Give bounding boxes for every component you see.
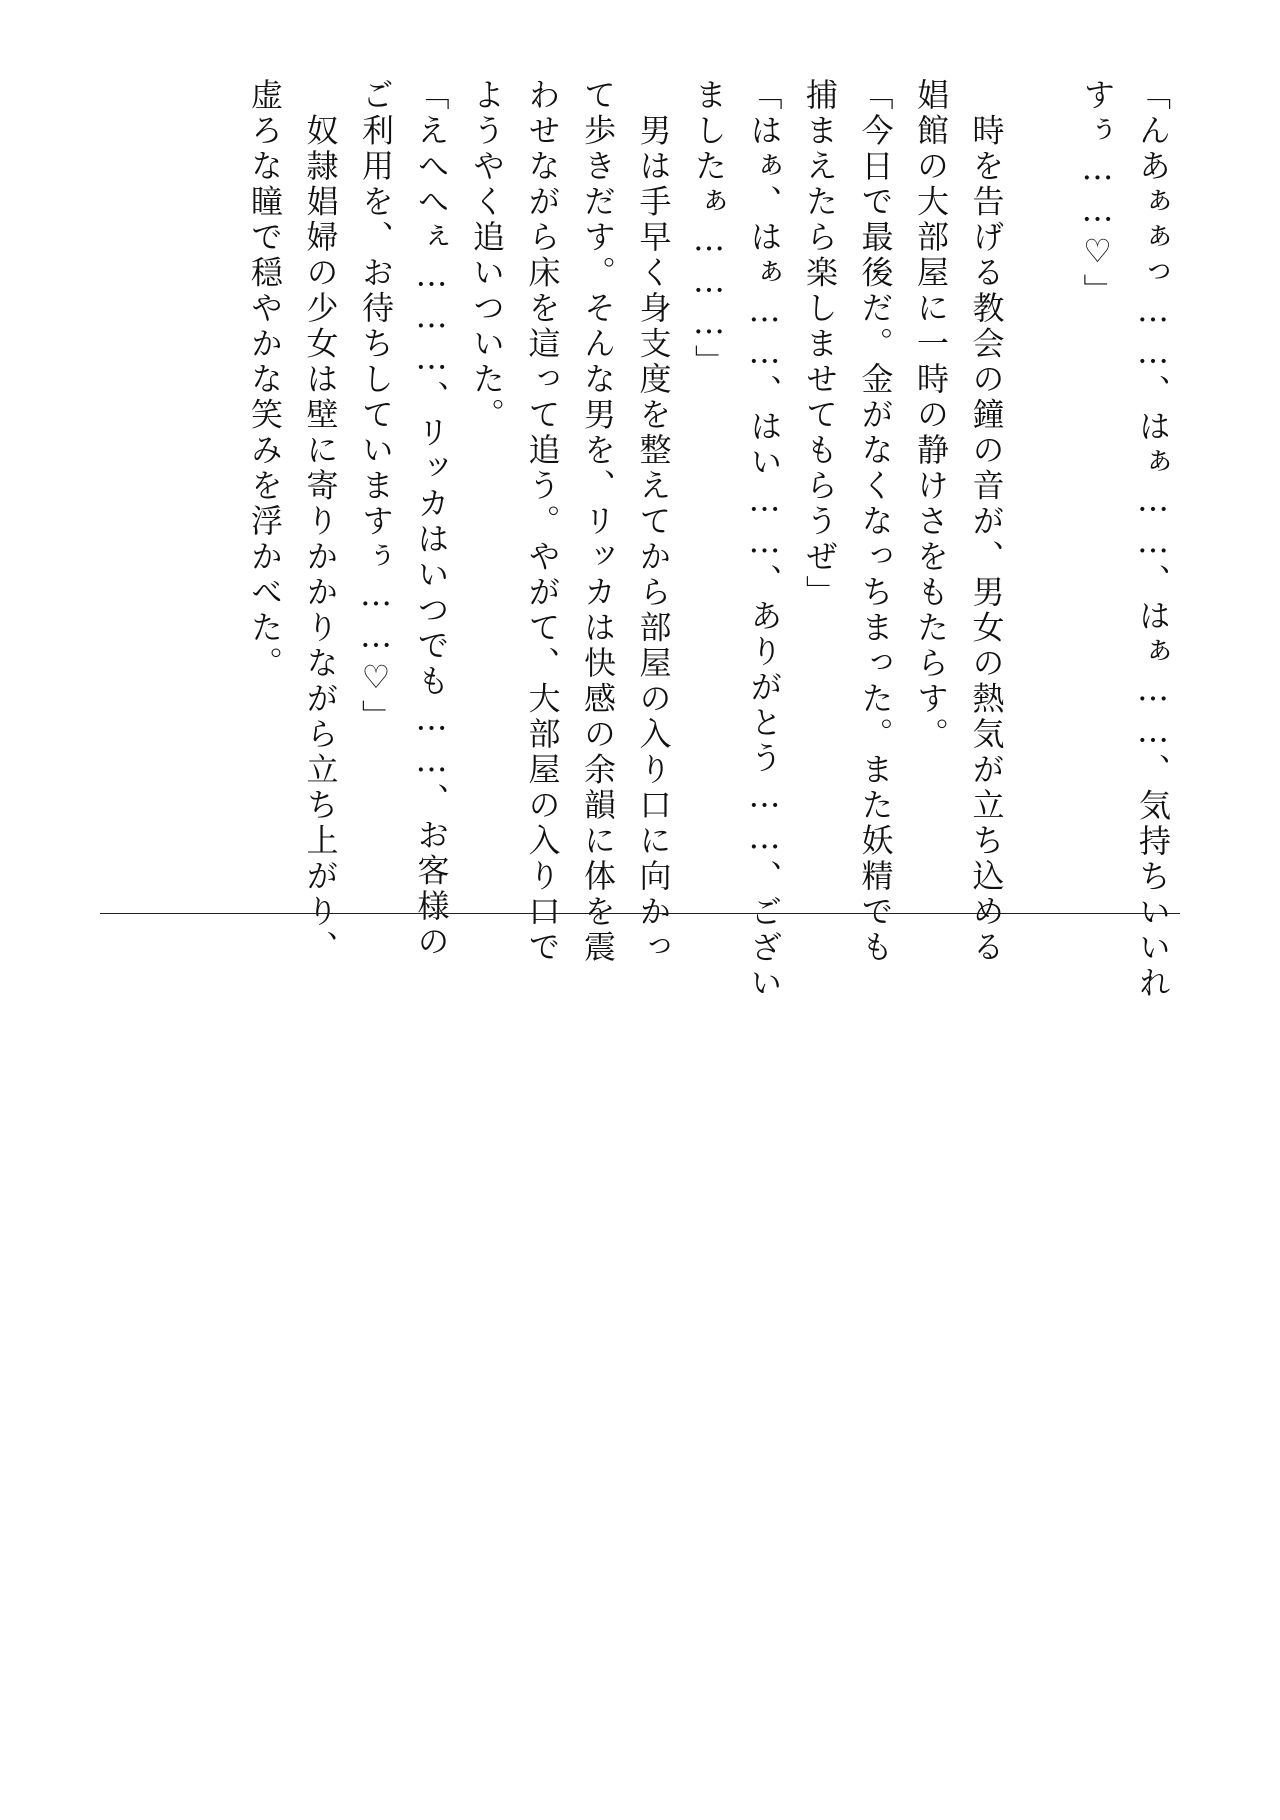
text-line: 時を告げる教会の鐘の音が、男女の熱気が立ち込める <box>967 78 1006 966</box>
text-line: 男は手早く身支度を整えてから部屋の入り口に向かっ <box>634 78 673 966</box>
text-line: 「はぁ、はぁ……、はい……、ありがとう……、ござい <box>745 78 784 1002</box>
horizontal-divider <box>100 913 1180 914</box>
text-line: 捕まえたら楽しませてもらうぜ」 <box>801 78 839 611</box>
text-line: 奴隷娼婦の少女は壁に寄りかかりながら立ち上がり、 <box>301 78 340 966</box>
text-line: 虚ろな瞳で穏やかな笑みを浮かべた。 <box>246 78 284 682</box>
text-line: 「今日で最後だ。金がなくなっちまった。また妖精でも <box>856 78 895 966</box>
text-line: すぅ……♡」 <box>1078 78 1117 309</box>
text-line: わせながら床を這って追う。やがて、大部屋の入り口で <box>523 78 562 966</box>
text-line: 「んあぁぁっ……、はぁ……、はぁ……、気持ちいいれ <box>1134 78 1172 1002</box>
text-line: ようやく追いついた。 <box>468 78 506 433</box>
text-line: ご利用を、お待ちしていますぅ……♡」 <box>357 78 395 735</box>
text-line: ましたぁ………」 <box>690 78 728 380</box>
blank-line <box>1014 78 1070 878</box>
text-line: て歩きだす。そんな男を、リッカは快感の余韻に体を震 <box>579 78 617 966</box>
vertical-text-block <box>180 78 1180 1002</box>
text-line: 「えへへぇ………、リッカはいつでも……、お客様の <box>412 78 451 960</box>
text-line: 娼館の大部屋に一時の静けさをもたらす。 <box>912 78 950 753</box>
